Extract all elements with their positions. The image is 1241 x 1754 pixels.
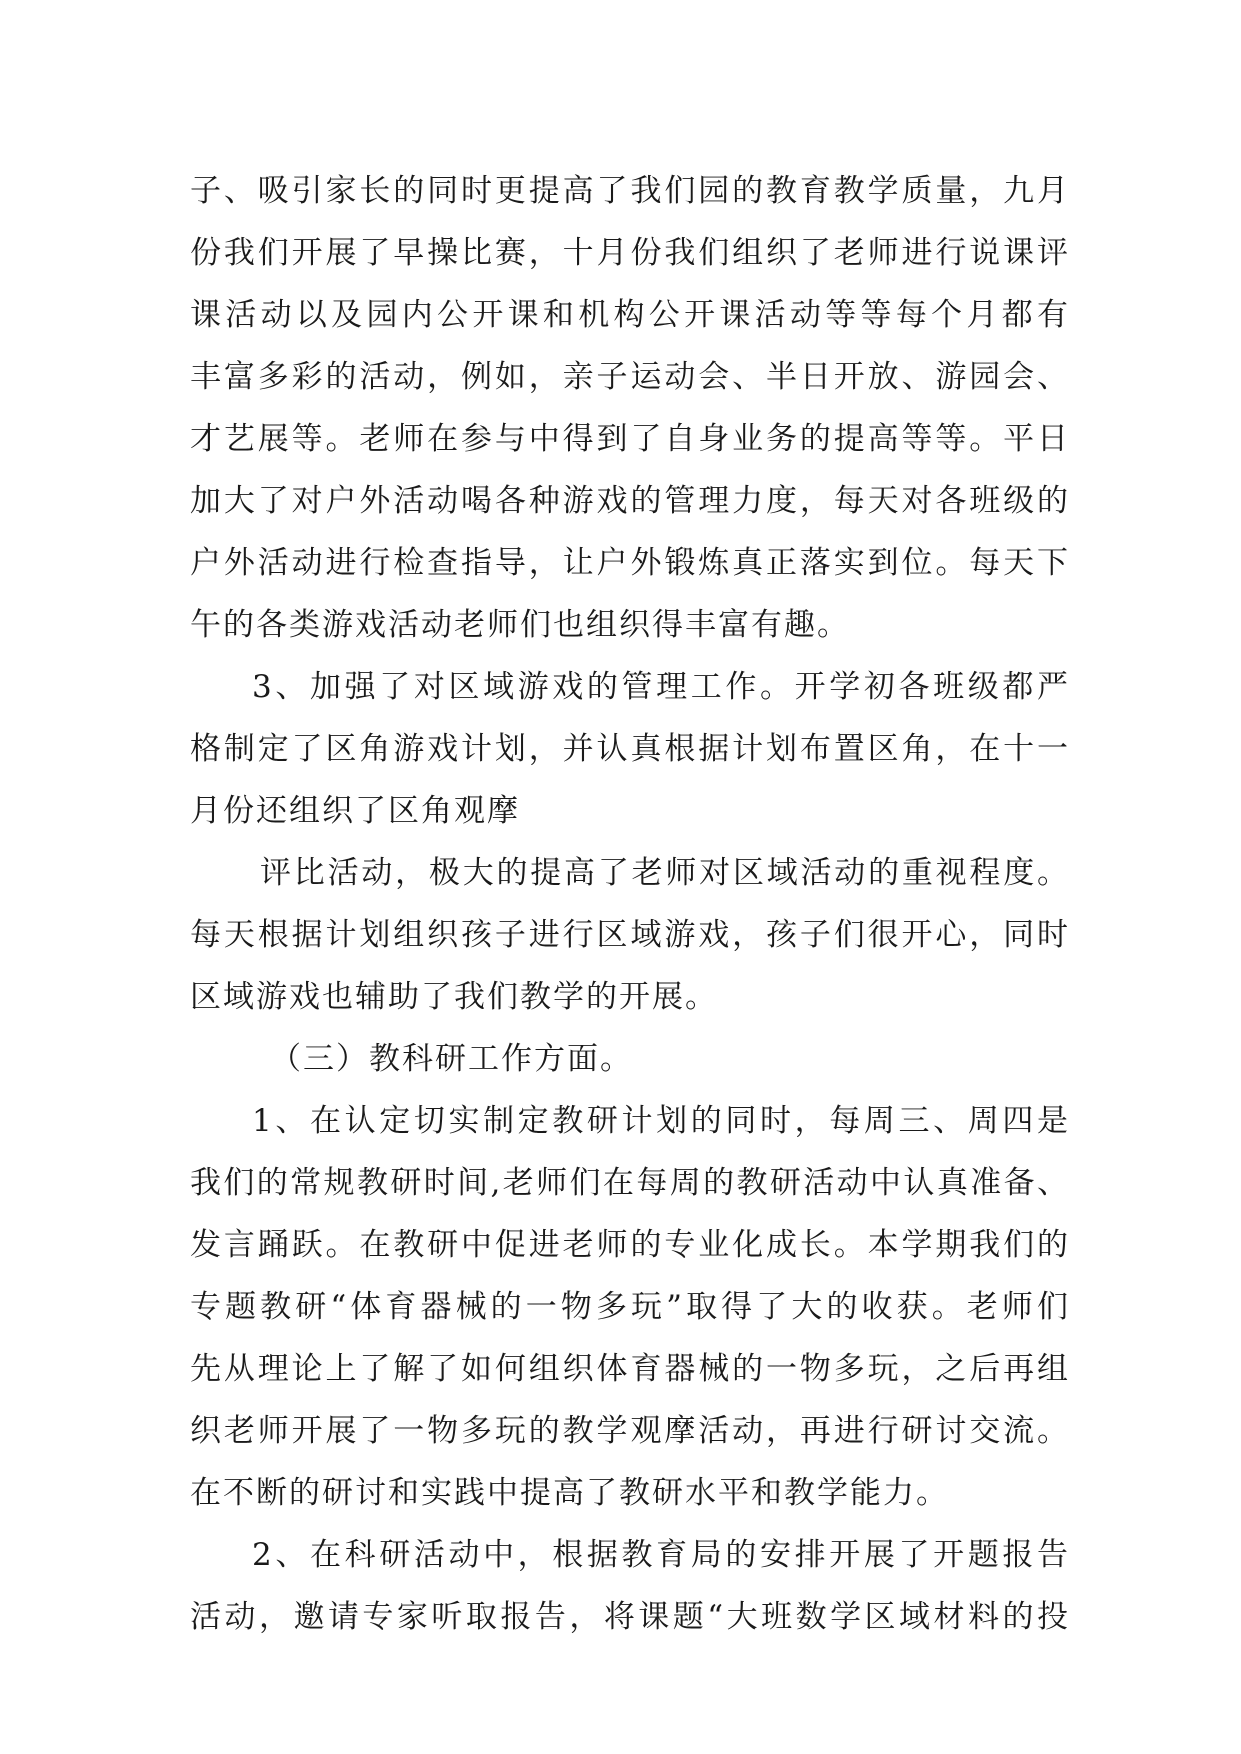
text-line: 我们的常规教研时间,老师们在每周的教研活动中认真准备、 bbox=[190, 1165, 1070, 1201]
text-line: 户外活动进行检查指导，让户外锻炼真正落实到位。每天下 bbox=[190, 545, 1070, 581]
text-line: 份我们开展了早操比赛，十月份我们组织了老师进行说课评 bbox=[190, 235, 1070, 271]
paragraph-start-line: 3、加强了对区域游戏的管理工作。开学初各班级都严 bbox=[252, 669, 1070, 705]
text-line: 才艺展等。老师在参与中得到了自身业务的提高等等。平日 bbox=[190, 421, 1070, 457]
text-line: 课活动以及园内公开课和机构公开课活动等等每个月都有 bbox=[190, 297, 1070, 333]
text-line: 专题教研“体育器械的一物多玩”取得了大的收获。老师们 bbox=[190, 1289, 1070, 1325]
paragraph-start-line: 2、在科研活动中，根据教育局的安排开展了开题报告 bbox=[252, 1537, 1070, 1573]
text-line: 丰富多彩的活动，例如，亲子运动会、半日开放、游园会、 bbox=[190, 359, 1070, 395]
text-line: 发言踊跃。在教研中促进老师的专业化成长。本学期我们的 bbox=[190, 1227, 1070, 1263]
paragraph-start-line: 评比活动，极大的提高了老师对区域活动的重视程度。 bbox=[260, 855, 1070, 891]
text-line: 月份还组织了区角观摩 bbox=[190, 793, 520, 829]
paragraph-start-line: 1、在认定切实制定教研计划的同时，每周三、周四是 bbox=[252, 1103, 1070, 1139]
text-line: 格制定了区角游戏计划，并认真根据计划布置区角，在十一 bbox=[190, 731, 1070, 767]
text-line: 在不断的研讨和实践中提高了教研水平和教学能力。 bbox=[190, 1475, 949, 1511]
text-line: 区域游戏也辅助了我们教学的开展。 bbox=[190, 979, 718, 1015]
text-line: 午的各类游戏活动老师们也组织得丰富有趣。 bbox=[190, 607, 850, 643]
document-body bbox=[190, 160, 1070, 1648]
text-line: 先从理论上了解了如何组织体育器械的一物多玩，之后再组 bbox=[190, 1351, 1070, 1387]
text-line: 每天根据计划组织孩子进行区域游戏，孩子们很开心，同时 bbox=[190, 917, 1070, 953]
text-line: 加大了对户外活动喝各种游戏的管理力度，每天对各班级的 bbox=[190, 483, 1070, 519]
text-line: 织老师开展了一物多玩的教学观摩活动，再进行研讨交流。 bbox=[190, 1413, 1070, 1449]
section-heading: （三）教科研工作方面。 bbox=[270, 1041, 633, 1077]
text-line: 活动，邀请专家听取报告，将课题“大班数学区域材料的投 bbox=[190, 1599, 1070, 1635]
text-line: 子、吸引家长的同时更提高了我们园的教育教学质量，九月 bbox=[190, 173, 1070, 209]
